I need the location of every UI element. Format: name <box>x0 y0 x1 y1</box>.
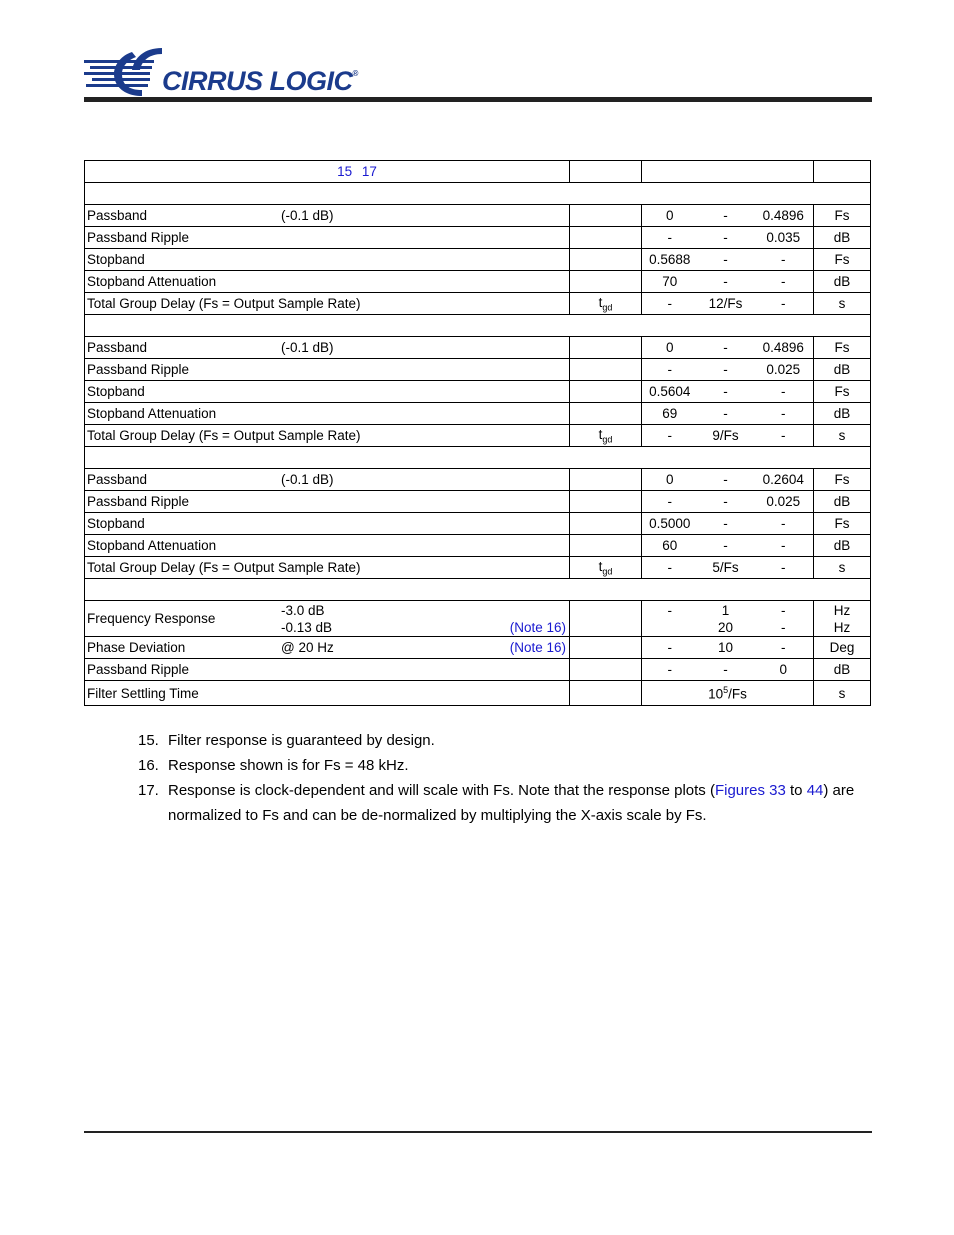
section-header-row <box>85 447 871 469</box>
table-row: Filter Settling Time $10^5/Fs$ s <box>85 681 871 706</box>
footnote-15: 15. Filter response is guaranteed by design. <box>138 732 435 749</box>
section-header-row <box>85 183 871 205</box>
table-row: Stopband Attenuation 60 - - dB <box>85 535 871 557</box>
header-symbol-cell <box>570 161 642 183</box>
table-row: Total Group Delay (Fs = Output Sample Rate) $t_{gd}$ - 9/Fs - s <box>85 425 871 447</box>
table-row: Stopband 0.5604 - - Fs <box>85 381 871 403</box>
table-row: Passband (-0.1 dB) 0 - 0.4896 Fs <box>85 205 871 227</box>
table-header-row <box>85 161 871 183</box>
filter-spec-table <box>84 160 871 706</box>
table-row: Phase Deviation @ 20 Hz (Note 16) - 10 - Deg <box>85 637 871 659</box>
section-header-row <box>85 579 871 601</box>
table-row: Passband (-0.1 dB) 0 - 0.4896 Fs <box>85 337 871 359</box>
note-16-link[interactable]: (Note 16) <box>509 640 566 655</box>
table-row: Total Group Delay (Fs = Output Sample Rate) $t_{gd}$ - 12/Fs - s <box>85 293 871 315</box>
table-row: Passband Ripple - - 0.025 dB <box>85 359 871 381</box>
header-unit-cell <box>814 161 871 183</box>
footnote-17: 17. Response is clock-dependent and will scale with Fs. Note that the response plots (Figures 33 to 44) are normalized to Fs and can be de-normalized by multiplying the X-axis scale by Fs. <box>138 782 855 824</box>
header-rule <box>84 97 872 102</box>
table-row: Passband (-0.1 dB) 0 - 0.2604 Fs <box>85 469 871 491</box>
header-param-cell <box>85 161 570 183</box>
footer-rule <box>84 1131 872 1133</box>
table-row: Passband Ripple - - 0.035 dB <box>85 227 871 249</box>
table-row: Passband Ripple - - 0 dB <box>85 659 871 681</box>
table-row: Stopband Attenuation 70 - - dB <box>85 271 871 293</box>
table-row: Frequency Response -3.0 dB -0.13 dB (Note 16) - 1 20 - - Hz Hz <box>85 601 871 637</box>
figure-44-link[interactable]: 44 <box>806 782 824 799</box>
footnotes <box>138 728 870 828</box>
note-16-link[interactable]: (Note 16) <box>509 620 566 635</box>
table-row: Passband Ripple - - 0.025 dB <box>85 491 871 513</box>
note-ref-17[interactable]: 17 <box>361 164 377 179</box>
table-row: Stopband 0.5000 - - Fs <box>85 513 871 535</box>
brand-name: CIRRUS LOGIC® <box>162 66 358 96</box>
header-values-cell <box>642 161 814 183</box>
table-row: Total Group Delay (Fs = Output Sample Rate) $t_{gd}$ - 5/Fs - s <box>85 557 871 579</box>
table-row: Stopband 0.5688 - - Fs <box>85 249 871 271</box>
footnote-16: 16. Response shown is for Fs = 48 kHz. <box>138 757 409 774</box>
section-header-row <box>85 315 871 337</box>
figures-33-link[interactable]: Figures 33 <box>714 782 786 799</box>
note-ref-15[interactable]: 15 <box>337 164 353 179</box>
table-row: Stopband Attenuation 69 - - dB <box>85 403 871 425</box>
